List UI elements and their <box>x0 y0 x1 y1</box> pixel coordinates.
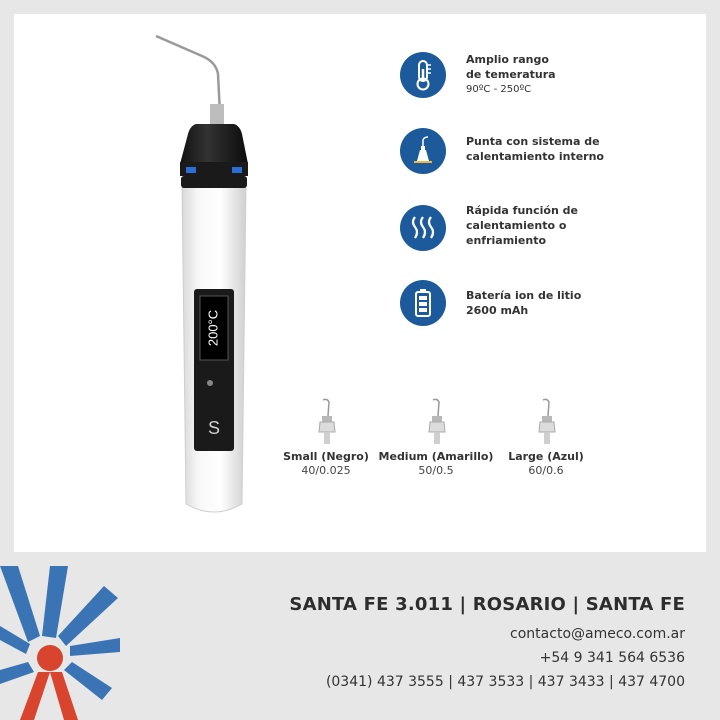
feature-title-line: 2600 mAh <box>466 304 529 317</box>
temperature-display: 200°C <box>205 309 221 347</box>
obturation-handpiece-image <box>154 34 274 524</box>
dental-tip-icon <box>531 398 561 446</box>
tip-medium <box>376 398 496 477</box>
feature-title-line: Batería ion de litio <box>466 289 582 302</box>
contact-phones: (0341) 437 3555 | 437 3533 | 437 3433 | 437 4700 <box>325 674 685 690</box>
tip-name: Large (Azul) <box>508 450 584 463</box>
size-letter: S <box>207 418 221 438</box>
feature-title-line: de temeratura <box>466 68 556 81</box>
contact-mobile[interactable]: +54 9 341 564 6536 <box>539 650 685 666</box>
battery-icon <box>400 280 446 326</box>
tip-name: Small (Negro) <box>283 450 369 463</box>
contact-email[interactable]: contacto@ameco.com.ar <box>510 626 685 642</box>
tip-small <box>266 398 386 477</box>
tip-name: Medium (Amarillo) <box>378 450 494 463</box>
heat-waves-icon <box>400 205 446 251</box>
feature-title-line: calentamiento interno <box>466 150 604 163</box>
address: SANTA FE 3.011 | ROSARIO | SANTA FE <box>289 594 685 615</box>
product-panel <box>14 14 706 552</box>
tip-value: 50/0.5 <box>418 464 454 477</box>
feature-title-line: Rápida función de <box>466 204 578 217</box>
feature-title-line: Punta con sistema de <box>466 135 600 148</box>
tip-large <box>486 398 606 477</box>
heated-tip-icon <box>400 128 446 174</box>
dental-tip-icon <box>421 398 451 446</box>
feature-title-line: enfriamiento <box>466 234 547 247</box>
thermometer-icon <box>400 52 446 98</box>
tip-value: 60/0.6 <box>528 464 564 477</box>
tip-value: 40/0.025 <box>301 464 351 477</box>
feature-subtitle: 90ºC - 250ºC <box>466 84 532 95</box>
dental-tip-icon <box>311 398 341 446</box>
brand-logo-icon <box>0 566 140 720</box>
feature-title-line: Amplio rango <box>466 53 549 66</box>
feature-title-line: calentamiento o <box>466 219 567 232</box>
